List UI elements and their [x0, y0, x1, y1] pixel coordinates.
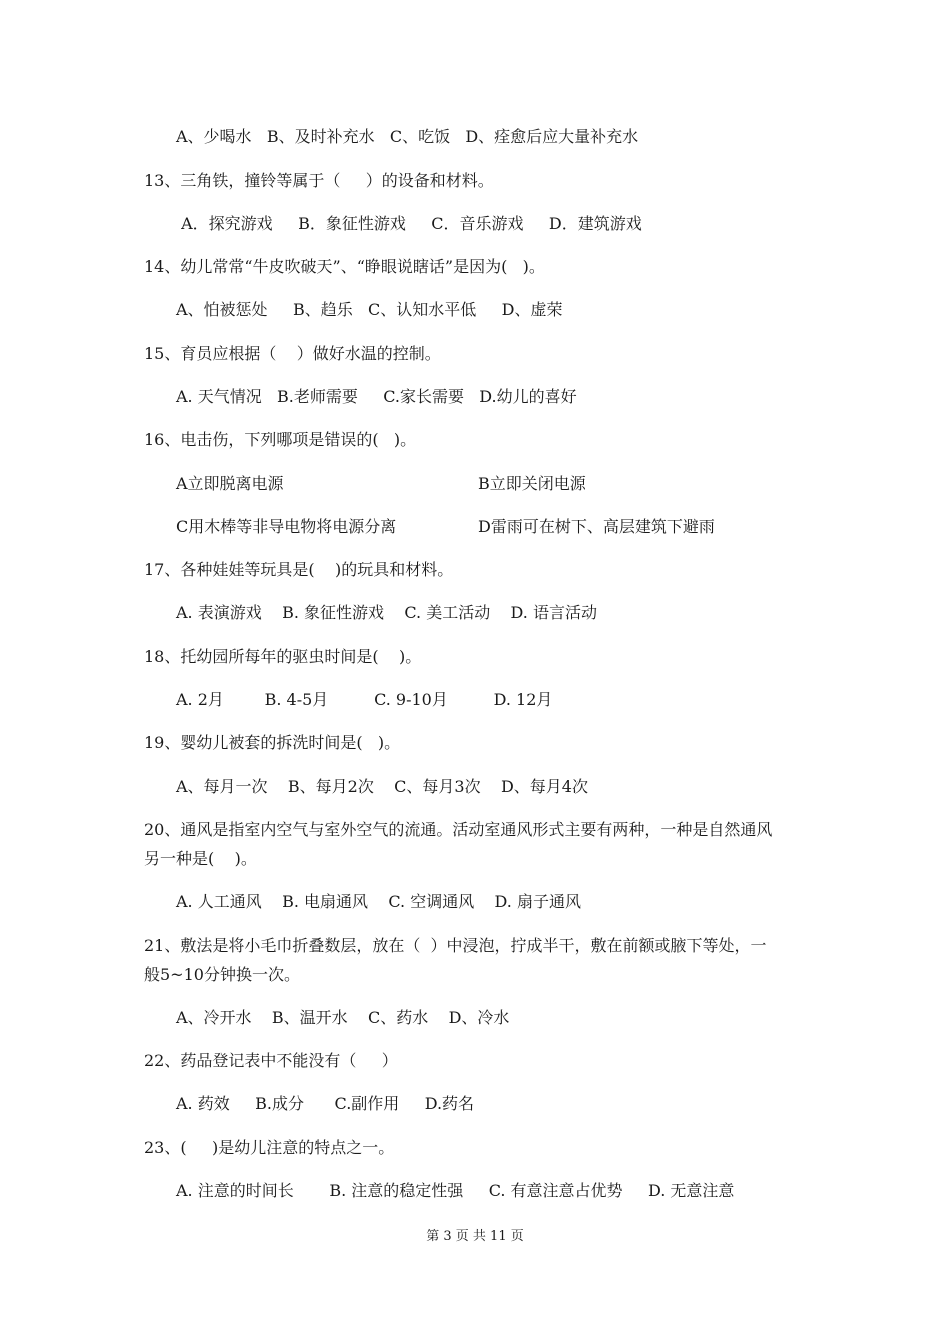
q16-option-b: B立即关闭电源 — [478, 474, 586, 493]
q12-options: A、少喝水 B、及时补充水 C、吃饭 D、痊愈后应大量补充水 — [176, 127, 639, 146]
question-14: 14、幼儿常常“牛皮吹破天”、“睁眼说瞎话”是因为( )。 — [144, 257, 545, 276]
q17-options: A. 表演游戏 B. 象征性游戏 C. 美工活动 D. 语言活动 — [176, 603, 597, 622]
q19-options: A、每月一次 B、每月2次 C、每月3次 D、每月4次 — [176, 777, 588, 796]
question-18: 18、托幼园所每年的驱虫时间是( )。 — [144, 647, 422, 666]
q20-options: A. 人工通风 B. 电扇通风 C. 空调通风 D. 扇子通风 — [176, 892, 581, 911]
q16-option-a: A立即脱离电源 — [176, 474, 284, 493]
question-21: 21、敷法是将小毛巾折叠数层，放在（ ）中浸泡，拧成半干，敷在前额或腋下等处，一 — [144, 936, 767, 955]
question-23: 23、( )是幼儿注意的特点之一。 — [144, 1138, 395, 1157]
question-19: 19、婴幼儿被套的拆洗时间是( )。 — [144, 733, 401, 752]
question-16: 16、电击伤，下列哪项是错误的( )。 — [144, 430, 417, 449]
q16-option-c: C用木棒等非导电物将电源分离 — [176, 517, 397, 536]
q16-option-d: D雷雨可在树下、高层建筑下避雨 — [478, 517, 715, 536]
question-13: 13、三角铁，撞铃等属于（ ）的设备和材料。 — [144, 171, 494, 190]
question-22: 22、药品登记表中不能没有（ ） — [144, 1051, 398, 1070]
page-footer: 第 3 页 共 11 页 — [426, 1229, 524, 1244]
q15-options: A. 天气情况 B.老师需要 C.家长需要 D.幼儿的喜好 — [176, 387, 577, 406]
q22-options: A. 药效 B.成分 C.副作用 D.药名 — [176, 1094, 475, 1113]
q18-options: A. 2月 B. 4-5月 C. 9-10月 D. 12月 — [176, 690, 553, 709]
question-21-cont: 般5~10分钟换一次。 — [144, 965, 300, 984]
q21-options: A、冷开水 B、温开水 C、药水 D、冷水 — [176, 1008, 510, 1027]
q23-options: A. 注意的时间长 B. 注意的稳定性强 C. 有意注意占优势 D. 无意注意 — [176, 1181, 735, 1200]
q13-options: A．探究游戏 B．象征性游戏 C．音乐游戏 D．建筑游戏 — [176, 214, 642, 233]
question-17: 17、各种娃娃等玩具是( )的玩具和材料。 — [144, 560, 454, 579]
q14-options: A、怕被惩处 B、趋乐 C、认知水平低 D、虚荣 — [176, 300, 563, 319]
question-15: 15、育员应根据（ ）做好水温的控制。 — [144, 344, 441, 363]
question-20: 20、通风是指室内空气与室外空气的流通。活动室通风形式主要有两种，一种是自然通风 — [144, 820, 773, 839]
question-20-cont: 另一种是( )。 — [144, 849, 257, 868]
